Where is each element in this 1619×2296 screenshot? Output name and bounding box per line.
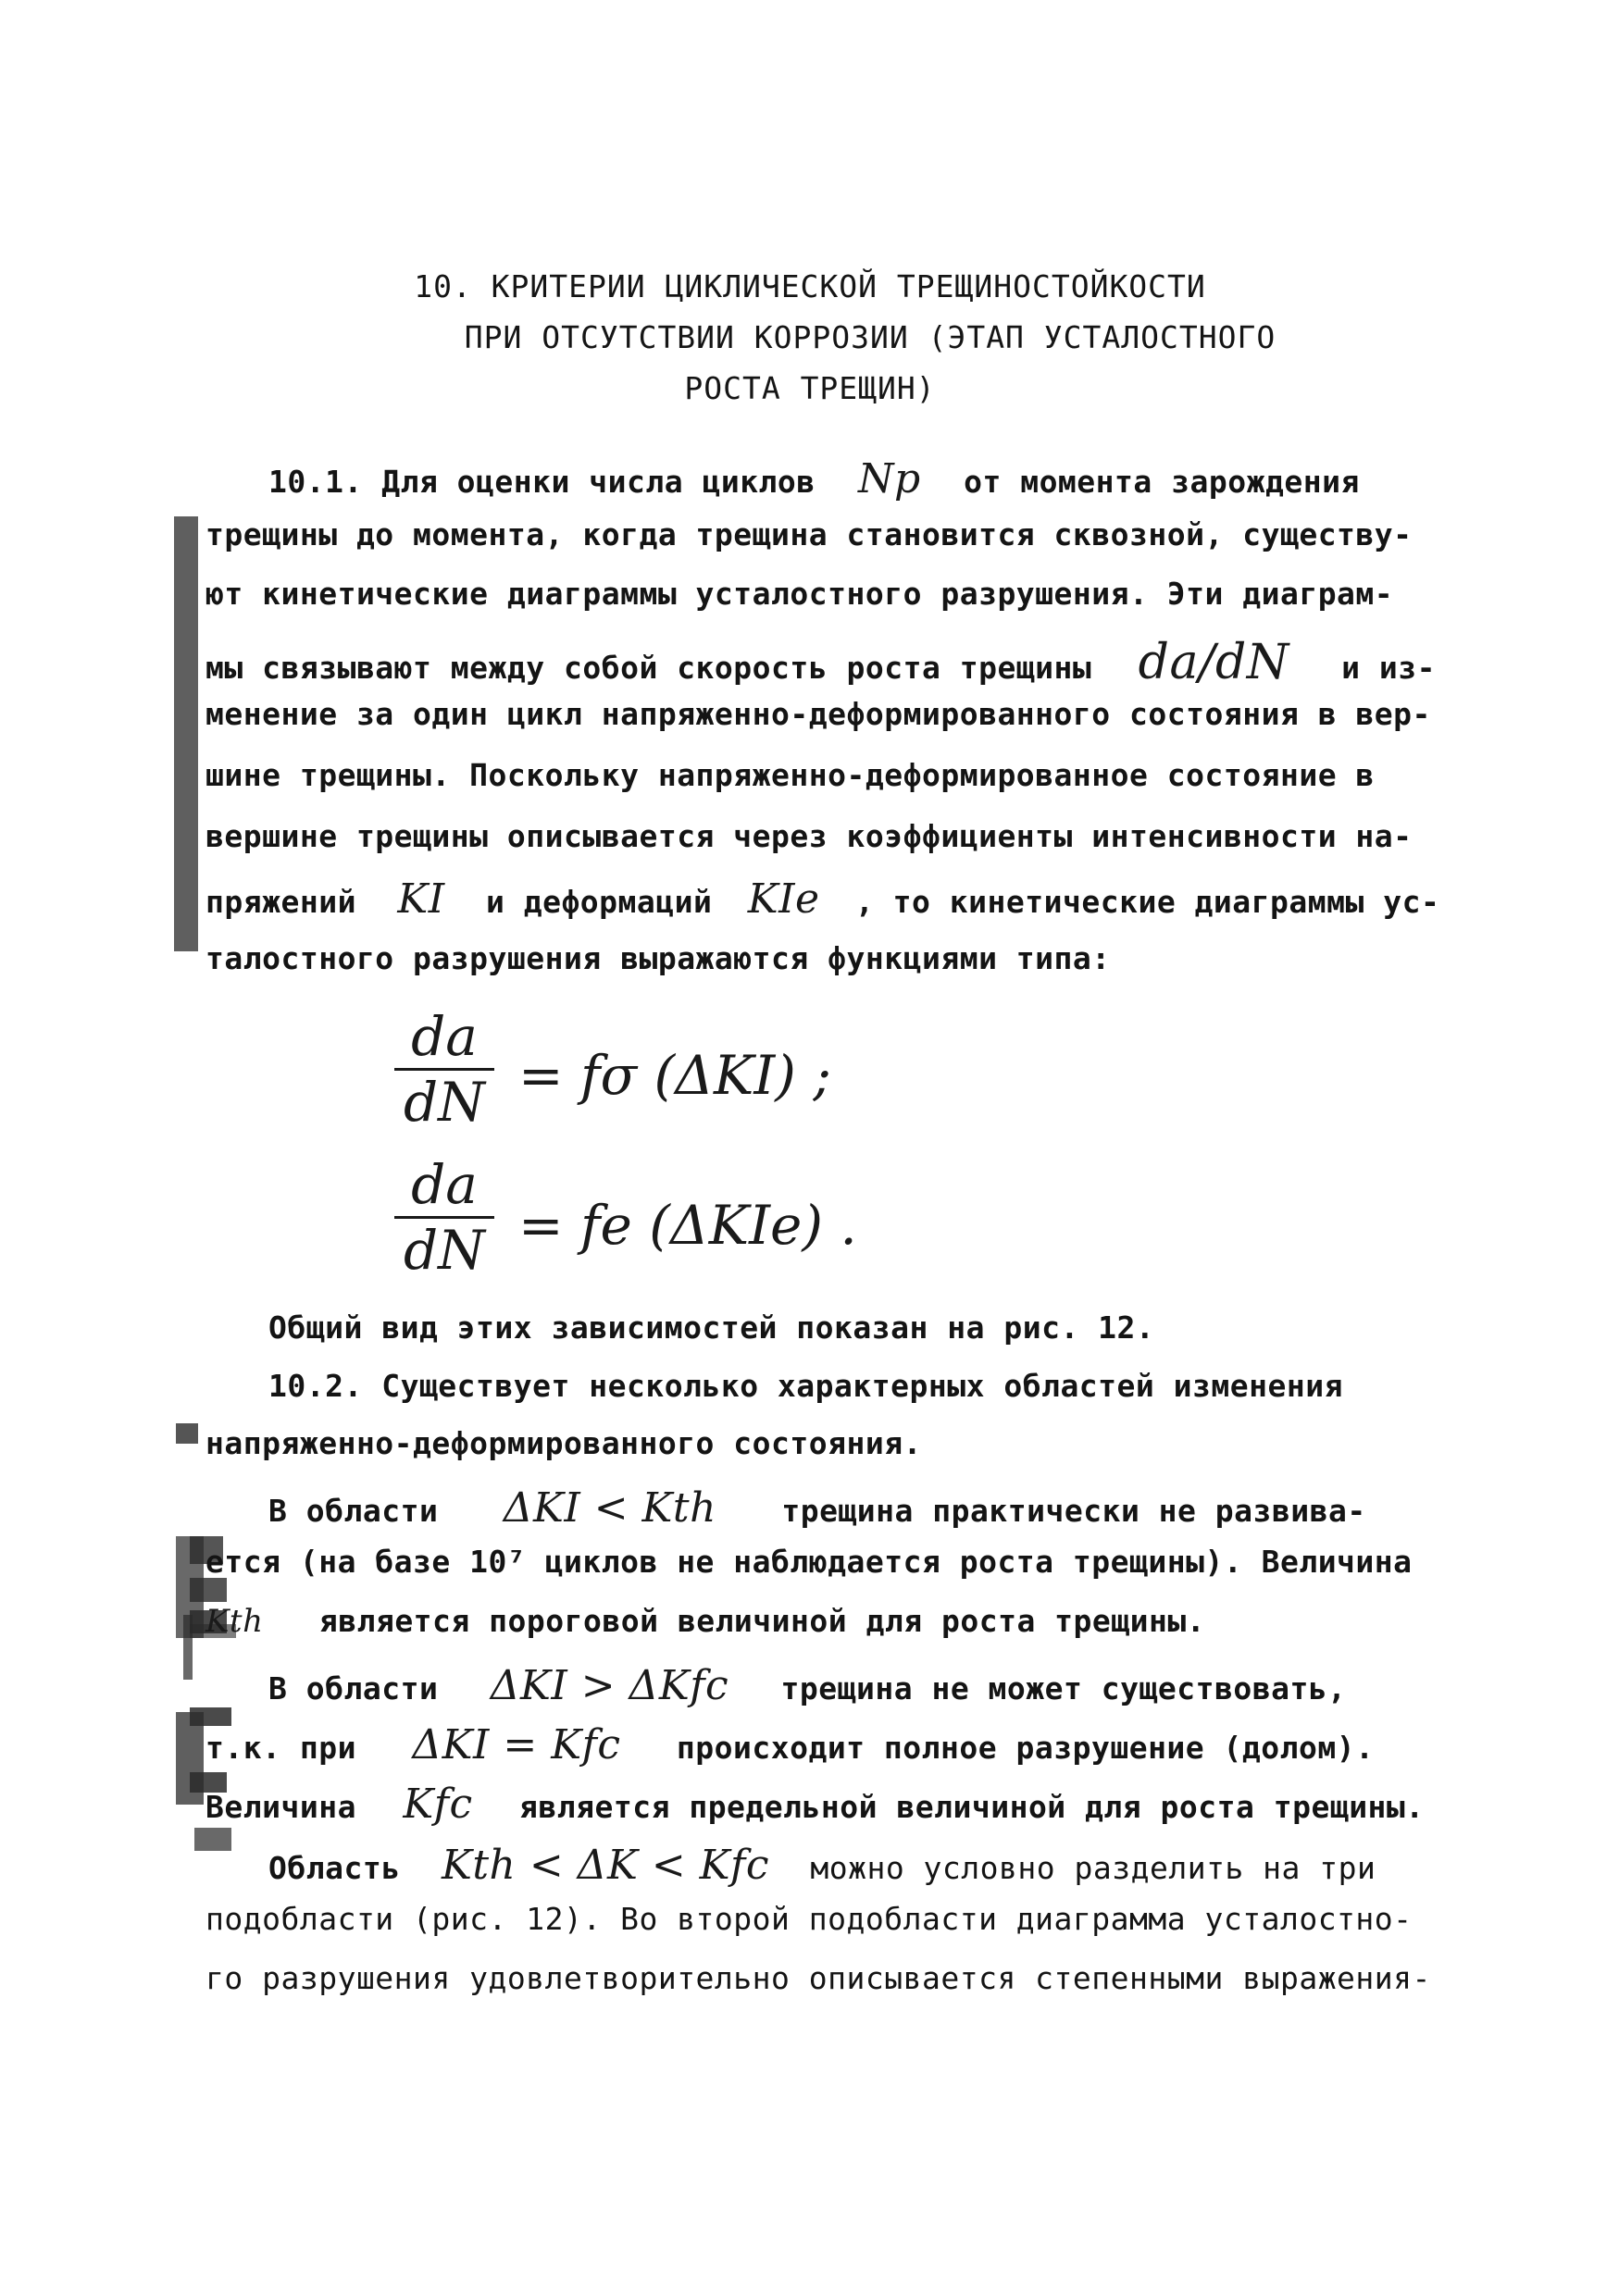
fraction <box>389 1153 500 1282</box>
scan-artifact <box>194 1828 231 1851</box>
paragraph-line: талостного разрушения выражаются функциями типа: <box>205 940 1111 976</box>
symbol-da-dn: da/dN <box>1138 635 1289 690</box>
symbol-kie: KIe <box>747 875 820 923</box>
text: Величина <box>205 1789 356 1825</box>
scan-artifact <box>190 1578 227 1602</box>
text: пряжений <box>205 884 356 920</box>
paragraph-line: Общий вид этих зависимостей показан на рис. 12. <box>268 1309 1155 1346</box>
paragraph-line <box>205 635 1436 690</box>
paragraph-line <box>205 1781 1425 1828</box>
text: мы связывают между собой скорость роста трещины <box>205 650 1092 686</box>
fraction <box>389 1005 500 1134</box>
scan-artifact <box>183 1615 193 1680</box>
paragraph-line: 10.2. Существует несколько характерных областей изменения <box>268 1368 1343 1404</box>
text: В области <box>268 1670 439 1706</box>
paragraph-line: менение за один цикл напряженно-деформированного состояния в вер- <box>205 696 1431 732</box>
text: Область <box>268 1850 401 1886</box>
paragraph-line <box>205 1603 1205 1640</box>
text: т.к. при <box>205 1730 356 1766</box>
text: трещина не может существовать, <box>780 1670 1347 1706</box>
paragraph-line: го разрушения удовлетворительно описывается степенными выражения- <box>205 1960 1431 1996</box>
paragraph-line <box>268 1484 1366 1532</box>
paragraph-line: ется (на базе 10⁷ циклов не наблюдается роста трещины). Величина <box>205 1544 1413 1580</box>
paragraph-line: ют кинетические диаграммы усталостного разрушения. Эти диаграм- <box>205 576 1394 612</box>
numerator: da <box>411 1153 478 1216</box>
paragraph-line: вершине трещины описывается через коэффициенты интенсивности на- <box>205 818 1413 854</box>
text: трещина практически не развива- <box>781 1493 1366 1529</box>
paragraph-line <box>205 1721 1374 1769</box>
paragraph-line <box>268 455 1360 503</box>
paragraph-line: подобласти (рис. 12). Во второй подобласти диаграмма усталостно- <box>205 1901 1413 1937</box>
denominator: dN <box>404 1071 485 1134</box>
text: от момента зарождения <box>964 464 1360 500</box>
paragraph-line: напряженно-деформированного состояния. <box>205 1425 922 1461</box>
symbol-dki-gt-dkfc: ΔKI > ΔKfc <box>490 1662 729 1709</box>
symbol-dki-lt-kth: ΔKI < Kth <box>503 1484 716 1532</box>
paragraph-line: трещины до момента, когда трещина становится сквозной, существу- <box>205 516 1413 552</box>
text: В области <box>268 1493 439 1529</box>
formula-rhs: = fe (ΔKIe) . <box>518 1194 857 1257</box>
section-heading-line-3: РОСТА ТРЕЩИН) <box>684 370 936 406</box>
symbol-kth-dk-kfc: Kth < ΔK < Kfc <box>441 1842 769 1889</box>
text: 10.1. Для оценки числа циклов <box>268 464 816 500</box>
paragraph-line <box>268 1662 1347 1709</box>
symbol-ki: KI <box>397 875 445 923</box>
symbol-kfc: Kfc <box>403 1781 473 1828</box>
symbol-np: Np <box>858 455 921 503</box>
numerator: da <box>411 1005 478 1068</box>
scan-artifact <box>176 1423 198 1444</box>
section-heading-line-2: ПРИ ОТСУТСТВИИ КОРРОЗИИ (ЭТАП УСТАЛОСТНОГО <box>464 319 1277 355</box>
paragraph-line <box>268 1842 1376 1889</box>
text: является пороговой величиной для роста трещины. <box>318 1603 1206 1639</box>
symbol-dki-eq-kfc: ΔKI = Kfc <box>412 1721 621 1769</box>
text: , то кинетические диаграммы ус- <box>854 884 1440 920</box>
text: и из- <box>1341 650 1436 686</box>
denominator: dN <box>404 1219 485 1282</box>
scan-artifact <box>174 516 198 951</box>
paragraph-line: шине трещины. Поскольку напряженно-деформированное состояние в <box>205 757 1375 793</box>
text: можно условно разделить на три <box>810 1850 1376 1886</box>
formula-rhs: = fσ (ΔKI) ; <box>518 1044 831 1107</box>
text: является предельной величиной для роста трещины. <box>519 1789 1425 1825</box>
text: и деформаций <box>485 884 713 920</box>
section-heading-line-1: 10. КРИТЕРИИ ЦИКЛИЧЕСКОЙ ТРЕЩИНОСТОЙКОСТИ <box>414 268 1206 304</box>
text: происходит полное разрушение (долом). <box>676 1730 1375 1766</box>
paragraph-line <box>205 875 1439 923</box>
symbol-kth: Kth <box>205 1603 264 1640</box>
